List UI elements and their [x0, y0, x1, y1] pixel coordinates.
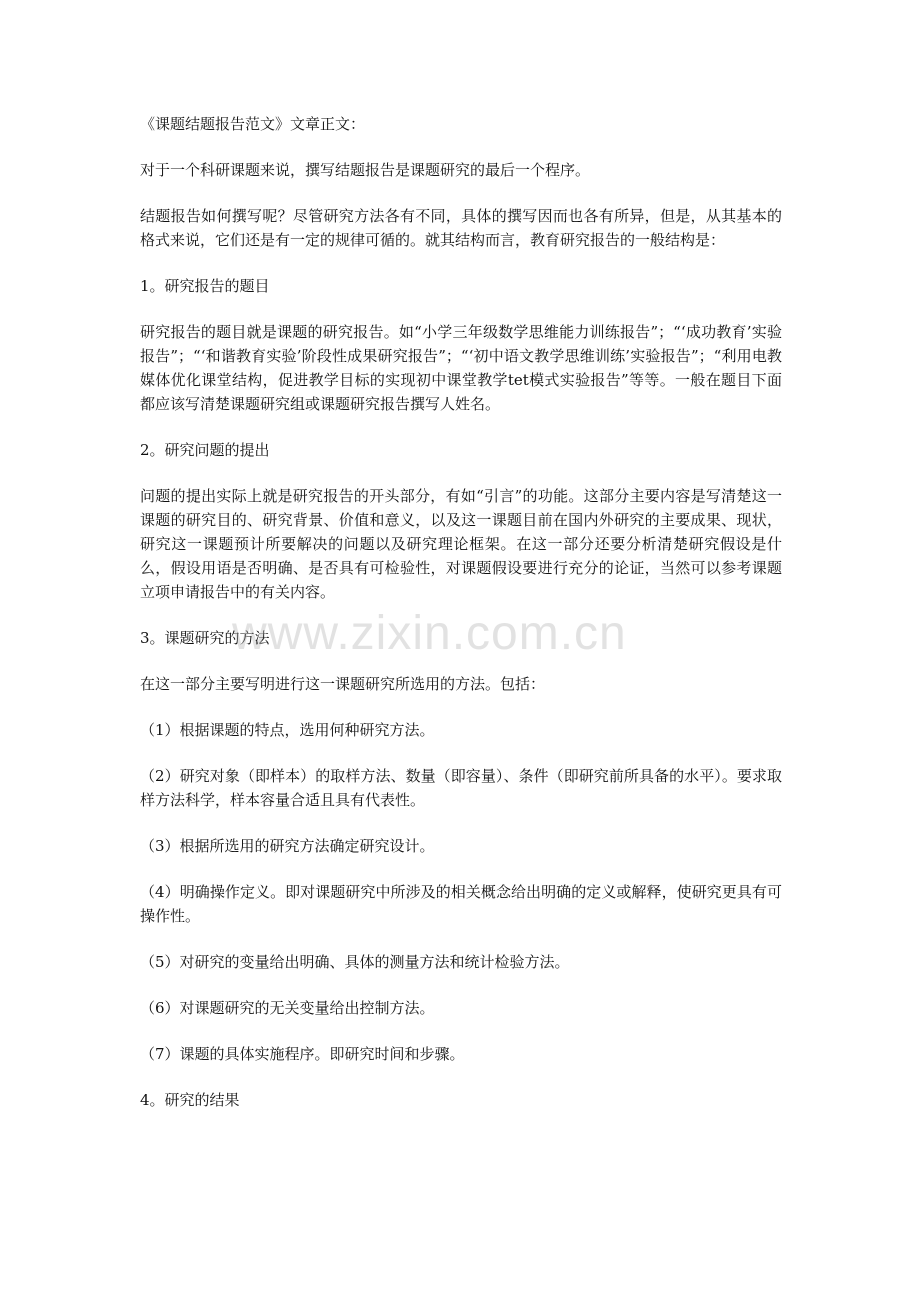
heading-report-title: 1。研究报告的题目: [140, 277, 270, 295]
list-item: （3）根据所选用的研究方法确定研究设计。: [140, 837, 435, 855]
list-item: （1）根据课题的特点，选用何种研究方法。: [140, 721, 435, 739]
list-item: （4）明确操作定义。即对课题研究中所涉及的相关概念给出明确的定义或解释，使研究更具有可操作性。: [140, 883, 782, 925]
heading-problem: 2。研究问题的提出: [140, 441, 270, 459]
list-item: （6）对课题研究的无关变量给出控制方法。: [140, 999, 435, 1017]
paragraph-report-title: 研究报告的题目就是课题的研究报告。如“小学三年级数学思维能力训练报告”；“‘成功教育’实验报告”；“‘和谐教育实验’阶段性成果研究报告”；“‘初中语文教学思维训练’实验报告”；“利用电教媒体优化课堂结构，促进教学目标的实现初中课堂教学tet模式实验报告”等等。一般在题目下面都应该写清楚课题研究组或课题研究报告撰写人姓名。: [140, 323, 782, 413]
paragraph-methods: 在这一部分主要写明进行这一课题研究所选用的方法。包括：: [140, 675, 546, 693]
document-body: [140, 112, 782, 1112]
heading-results: 4。研究的结果: [140, 1091, 240, 1109]
paragraph-structure: 结题报告如何撰写呢？尽管研究方法各有不同，具体的撰写因而也各有所异，但是，从其基本的格式来说，它们还是有一定的规律可循的。就其结构而言，教育研究报告的一般结构是：: [140, 207, 782, 249]
list-item: （2）研究对象（即样本）的取样方法、数量（即容量）、条件（即研究前所具备的水平）。要求取样方法科学，样本容量合适且具有代表性。: [140, 767, 782, 809]
document-title-line: 《课题结题报告范文》文章正文：: [140, 115, 366, 133]
heading-methods: 3。课题研究的方法: [140, 629, 270, 647]
paragraph-problem: 问题的提出实际上就是研究报告的开头部分，有如“引言”的功能。这部分主要内容是写清楚这一课题的研究目的、研究背景、价值和意义，以及这一课题目前在国内外研究的主要成果、现状，研究这一课题预计所要解决的问题以及研究理论框架。在这一部分还要分析清楚研究假设是什么，假设用语是否明确、是否具有可检验性，对课题假设要进行充分的论证，当然可以参考课题立项申请报告中的有关内容。: [140, 487, 782, 601]
list-item: （7）课题的具体实施程序。即研究时间和步骤。: [140, 1045, 465, 1063]
paragraph-intro: 对于一个科研课题来说，撰写结题报告是课题研究的最后一个程序。: [140, 161, 591, 179]
watermark: www.zixin.com.cn: [232, 607, 627, 660]
list-item: （5）对研究的变量给出明确、具体的测量方法和统计检验方法。: [140, 953, 570, 971]
